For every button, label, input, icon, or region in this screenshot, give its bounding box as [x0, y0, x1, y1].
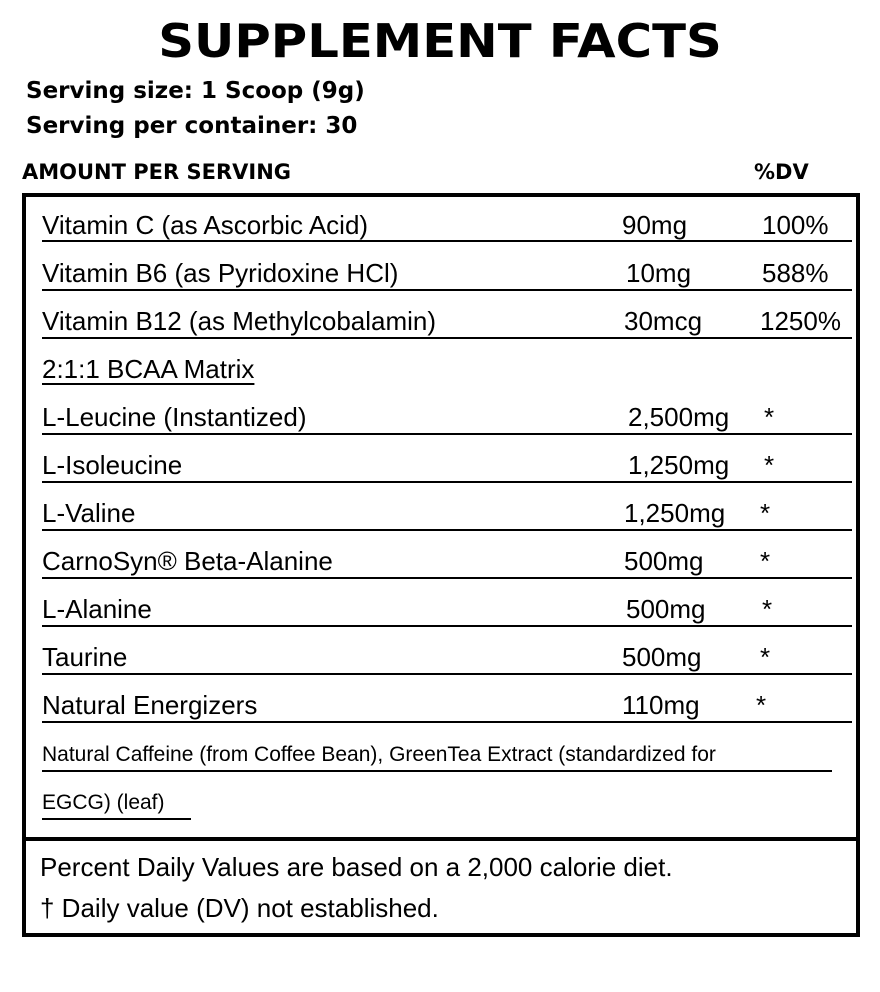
- nutrient-amount: 30mcg: [624, 306, 703, 336]
- nutrient-amount: 1,250mg: [628, 450, 730, 480]
- nutrient-name: L-Alanine: [42, 594, 152, 624]
- row-divider: [42, 577, 852, 579]
- nutrient-amount: 110mg: [622, 690, 700, 720]
- bcaa-matrix-heading: 2:1:1 BCAA Matrix: [42, 354, 255, 384]
- nutrient-amount: 500mg: [622, 642, 702, 672]
- nutrient-dv: *: [764, 450, 775, 480]
- nutrient-dv: 588%: [762, 258, 829, 288]
- row-divider: [42, 337, 852, 339]
- nutrient-amount: 10mg: [626, 258, 692, 288]
- row-divider: [42, 625, 852, 627]
- label-title: SUPPLEMENT FACTS: [158, 14, 722, 68]
- serving-size: Serving size: 1 Scoop (9g): [26, 78, 365, 104]
- daily-value-header: %DV: [754, 160, 809, 184]
- row-divider: [42, 721, 852, 723]
- row-divider: [42, 289, 852, 291]
- row-divider: [42, 529, 852, 531]
- nutrient-name: L-Valine: [42, 498, 136, 528]
- nutrient-dv: *: [760, 546, 771, 576]
- nutrient-dv: *: [760, 642, 771, 672]
- row-divider: [42, 433, 852, 435]
- nutrient-amount: 500mg: [626, 594, 706, 624]
- nutrient-amount: 1,250mg: [624, 498, 726, 528]
- note-underline: [42, 818, 191, 820]
- nutrient-dv: *: [762, 594, 773, 624]
- energizer-note-text: EGCG) (leaf): [42, 791, 165, 814]
- nutrient-name: Vitamin C (as Ascorbic Acid): [42, 210, 369, 240]
- nutrient-dv: 100%: [762, 210, 829, 240]
- nutrient-name: Natural Energizers: [42, 690, 258, 720]
- nutrient-name: L-Isoleucine: [42, 450, 183, 480]
- nutrient-amount: 2,500mg: [628, 402, 730, 432]
- dv-not-established-note: † Daily value (DV) not established.: [40, 893, 439, 923]
- row-divider: [42, 481, 852, 483]
- nutrient-name: Vitamin B6 (as Pyridoxine HCl): [42, 258, 399, 288]
- daily-value-statement: Percent Daily Values are based on a 2,000 calorie diet.: [40, 852, 673, 882]
- nutrient-dv: 1250%: [760, 306, 841, 336]
- nutrient-dv: *: [764, 402, 775, 432]
- nutrient-amount: 500mg: [624, 546, 704, 576]
- row-divider: [42, 240, 852, 242]
- note-underline: [42, 770, 832, 772]
- nutrient-amount: 90mg: [622, 210, 688, 240]
- nutrient-name: Taurine: [42, 642, 128, 672]
- energizer-note-line2: [42, 791, 165, 815]
- energizer-note-line1: [42, 743, 716, 767]
- energizer-note-text: Natural Caffeine (from Coffee Bean), GreenTea Extract (standardized for: [42, 743, 716, 766]
- nutrient-dv: *: [756, 690, 767, 720]
- row-divider: [42, 673, 852, 675]
- nutrient-dv: *: [760, 498, 771, 528]
- nutrient-name: CarnoSyn® Beta-Alanine: [42, 546, 333, 576]
- servings-per-container: Serving per container: 30: [26, 113, 358, 139]
- nutrient-name: Vitamin B12 (as Methylcobalamin): [42, 306, 437, 336]
- nutrient-name: L-Leucine (Instantized): [42, 402, 307, 432]
- amount-per-serving-header: AMOUNT PER SERVING: [22, 160, 292, 184]
